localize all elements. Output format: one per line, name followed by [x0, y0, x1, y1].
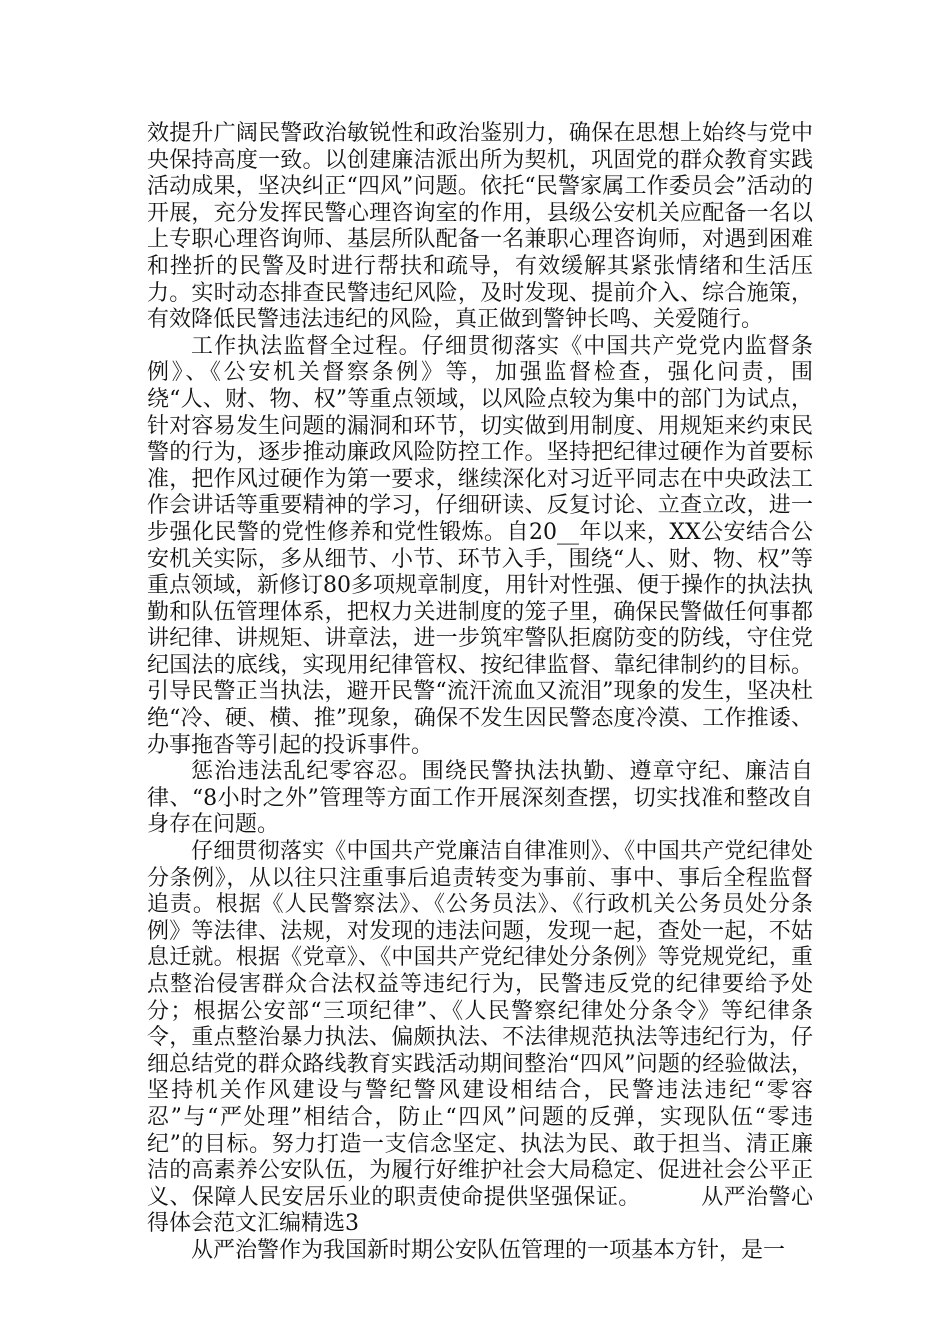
- paragraph-implementation: [147, 839, 813, 1238]
- paragraph-implementation-text: 仔细贯彻落实《中国共产党廉洁自律准则》、《中国共产党纪律处分条例》，从以往只注重事后追责转变为事前、事中、事后全程监督追责。根据《人民警察法》、《公务员法》、《行政机关公务员处分条例》等法律、法规，对发现的违法问题，发现一起，查处一起，不姑息迁就。根据《党章》、《中国共产党纪律处分条例》等党规党纪，重点整治侵害群众合法权益等违纪行为，民警违反党的纪律要给予处分；根据公安部“三项纪律”、《人民警察纪律处分条令》等纪律条令，重点整治暴力执法、偏颇执法、不法律规范执法等违纪行为，仔细总结党的群众路线教育实践活动期间整治“四风”问题的经验做法，坚持机关作风建设与警纪警风建设相结合，民警违法违纪“零容忍”与“严处理”相结合，防止“四风”问题的反弹，实现队伍“零违纪”的目标。努力打造一支信念坚定、执法为民、敢于担当、清正廉洁的高素养公安队伍，为履行好维护社会大局稳定、促进社会公平正义、保障人民安居乐业的职责使命提供坚强保证。: [147, 839, 813, 1210]
- paragraph-zero-tolerance: 惩治违法乱纪零容忍。围绕民警执法执勤、遵章守纪、廉洁自律、“8小时之外”管理等方面工作开展深刻查摆，切实找准和整改自身存在问题。: [147, 759, 813, 838]
- section-heading: 从严治警心得体会范文汇编精选3: [147, 1184, 813, 1237]
- paragraph-1: 效提升广阔民警政治敏锐性和政治鉴别力，确保在思想上始终与党中央保持高度一致。以创建廉洁派出所为契机，巩固党的群众教育实践活动成果，坚决纠正“四风”问题。依托“民警家属工作委员会”活动的开展，充分发挥民警心理咨询室的作用，县级公安机关应配备一名以上专职心理咨询师、基层所队配备一名兼职心理咨询师，对遇到困难和挫折的民警及时进行帮扶和疏导，有效缓解其紧张情绪和生活压力。实时动态排查民警违纪风险，及时发现、提前介入、综合施策，有效降低民警违法违纪的风险，真正做到警钟长鸣、关爱随行。: [147, 121, 813, 333]
- paragraph-execution-supervision: 工作执法监督全过程。仔细贯彻落实《中国共产党党内监督条例》、《公安机关督察条例》等，加强监督检查，强化问责，围绕“人、财、物、权”等重点领域，以风险点较为集中的部门为试点，针对容易发生问题的漏洞和环节，切实做到用制度、用规矩来约束民警的行为，逐步推动廉政风险防控工作。坚持把纪律过硬作为首要标准，把作风过硬作为第一要求，继续深化对习近平同志在中央政法工作会讲话等重要精神的学习，仔细研读、反复讨论、立查立改，进一步强化民警的党性修养和党性锻炼。自20__年以来，XX公安结合公安机关实际，多从细节、小节、环节入手，围绕“人、财、物、权”等重点领域，新修订80多项规章制度，用针对性强、便于操作的执法执勤和队伍管理体系，把权力关进制度的笼子里，确保民警做任何事都讲纪律、讲规矩、讲章法，进一步筑牢警队拒腐防变的防线，守住党纪国法的底线，实现用纪律管权、按纪律监督、靠纪律制约的目标。引导民警正当执法，避开民警“流汗流血又流泪”现象的发生，坚决杜绝“冷、硬、横、推”现象，确保不发生因民警态度冷漠、工作推诿、办事拖沓等引起的投诉事件。: [147, 333, 813, 758]
- document-body: [147, 121, 813, 1265]
- paragraph-strict-police: 从严治警作为我国新时期公安队伍管理的一项基本方针，是一: [191, 1237, 786, 1263]
